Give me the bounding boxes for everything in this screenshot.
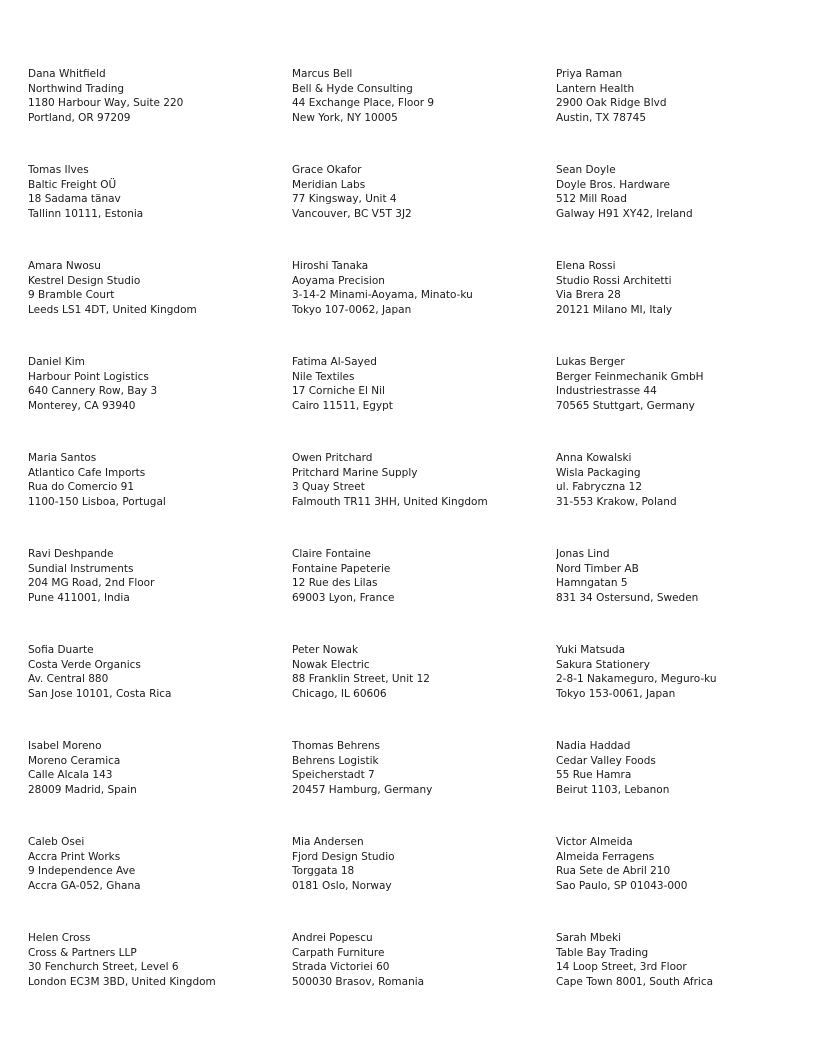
street-address: 17 Corniche El Nil: [292, 385, 385, 398]
address-label: [556, 835, 816, 931]
recipient-name: Claire Fontaine: [292, 548, 371, 560]
recipient-name: Priya Raman: [556, 68, 623, 80]
recipient-name: Isabel Moreno: [28, 740, 102, 752]
city-postal-country: 70565 Stuttgart, Germany: [556, 400, 695, 413]
city-postal-country: Falmouth TR11 3HH, United Kingdom: [292, 496, 488, 509]
street-address: 9 Independence Ave: [28, 865, 136, 878]
address-label: [28, 67, 292, 163]
city-postal-country: Tallinn 10111, Estonia: [28, 208, 144, 221]
address-label: [28, 835, 292, 931]
street-address: 30 Fenchurch Street, Level 6: [28, 961, 179, 974]
street-address: Rua Sete de Abril 210: [556, 865, 671, 878]
company-name: Costa Verde Organics: [28, 658, 141, 671]
address-label: [292, 259, 556, 355]
street-address: 3 Quay Street: [292, 481, 365, 494]
company-name: Doyle Bros. Hardware: [556, 178, 670, 191]
city-postal-country: Beirut 1103, Lebanon: [556, 784, 670, 797]
street-address: 18 Sadama tänav: [28, 193, 121, 206]
company-name: Berger Feinmechanik GmbH: [556, 370, 704, 383]
company-name: Almeida Ferragens: [556, 850, 655, 863]
recipient-name: Sarah Mbeki: [556, 932, 622, 944]
address-label: [556, 163, 816, 259]
street-address: 3-14-2 Minami-Aoyama, Minato-ku: [292, 289, 473, 302]
street-address: Strada Victoriei 60: [292, 961, 390, 974]
address-label: [292, 451, 556, 547]
recipient-name: Anna Kowalski: [556, 452, 632, 464]
address-label: [292, 355, 556, 451]
city-postal-country: 31-553 Krakow, Poland: [556, 496, 677, 509]
street-address: 88 Franklin Street, Unit 12: [292, 673, 430, 686]
company-name: Fjord Design Studio: [292, 850, 395, 863]
street-address: 512 Mill Road: [556, 193, 627, 206]
address-label: [28, 547, 292, 643]
street-address: 44 Exchange Place, Floor 9: [292, 97, 435, 110]
address-label: [556, 931, 816, 1027]
address-label: [292, 67, 556, 163]
city-postal-country: Tokyo 107-0062, Japan: [292, 304, 412, 317]
company-name: Behrens Logistik: [292, 754, 379, 767]
city-postal-country: New York, NY 10005: [292, 112, 398, 125]
recipient-name: Ravi Deshpande: [28, 548, 114, 560]
recipient-name: Yuki Matsuda: [556, 644, 626, 656]
address-label: [292, 739, 556, 835]
company-name: Bell & Hyde Consulting: [292, 82, 413, 95]
street-address: Rua do Comercio 91: [28, 481, 135, 494]
address-label: [556, 547, 816, 643]
recipient-name: Thomas Behrens: [292, 740, 380, 752]
company-name: Harbour Point Logistics: [28, 370, 149, 383]
company-name: Baltic Freight OÜ: [28, 178, 117, 191]
address-label: [28, 931, 292, 1027]
city-postal-country: 0181 Oslo, Norway: [292, 880, 392, 893]
company-name: Lantern Health: [556, 82, 635, 95]
city-postal-country: Cairo 11511, Egypt: [292, 400, 393, 413]
address-label: [292, 163, 556, 259]
recipient-name: Victor Almeida: [556, 836, 633, 848]
company-name: Cross & Partners LLP: [28, 946, 137, 959]
company-name: Accra Print Works: [28, 850, 121, 863]
street-address: 55 Rue Hamra: [556, 769, 632, 782]
city-postal-country: Chicago, IL 60606: [292, 688, 387, 701]
street-address: 14 Loop Street, 3rd Floor: [556, 961, 687, 974]
recipient-name: Elena Rossi: [556, 260, 616, 272]
company-name: Nowak Electric: [292, 658, 370, 671]
street-address: 204 MG Road, 2nd Floor: [28, 577, 155, 590]
recipient-name: Sofia Duarte: [28, 644, 94, 656]
city-postal-country: Tokyo 153-0061, Japan: [556, 688, 676, 701]
street-address: 12 Rue des Lilas: [292, 577, 378, 590]
address-label: [28, 643, 292, 739]
company-name: Kestrel Design Studio: [28, 274, 141, 287]
city-postal-country: London EC3M 3BD, United Kingdom: [28, 976, 216, 989]
city-postal-country: Pune 411001, India: [28, 592, 130, 605]
street-address: Torggata 18: [292, 865, 355, 878]
recipient-name: Dana Whitfield: [28, 68, 106, 80]
city-postal-country: 500030 Brasov, Romania: [292, 976, 425, 989]
company-name: Fontaine Papeterie: [292, 562, 391, 575]
address-label: [28, 451, 292, 547]
company-name: Moreno Ceramica: [28, 754, 121, 767]
street-address: 640 Cannery Row, Bay 3: [28, 385, 158, 398]
company-name: Nord Timber AB: [556, 562, 639, 575]
recipient-name: Sean Doyle: [556, 164, 616, 176]
recipient-name: Tomas Ilves: [28, 164, 89, 176]
city-postal-country: 20121 Milano MI, Italy: [556, 304, 673, 317]
address-label: [556, 355, 816, 451]
address-label: [292, 643, 556, 739]
recipient-name: Hiroshi Tanaka: [292, 260, 369, 272]
street-address: Industriestrasse 44: [556, 385, 657, 398]
street-address: Hamngatan 5: [556, 577, 628, 590]
recipient-name: Peter Nowak: [292, 644, 359, 656]
company-name: Sakura Stationery: [556, 658, 650, 671]
city-postal-country: San Jose 10101, Costa Rica: [28, 688, 172, 701]
street-address: 1180 Harbour Way, Suite 220: [28, 97, 184, 110]
address-label: [292, 835, 556, 931]
street-address: Calle Alcala 143: [28, 769, 113, 782]
address-label: [292, 547, 556, 643]
address-label: [556, 643, 816, 739]
recipient-name: Andrei Popescu: [292, 932, 373, 944]
street-address: 2900 Oak Ridge Blvd: [556, 97, 667, 110]
address-label: [28, 259, 292, 355]
recipient-name: Jonas Lind: [556, 548, 610, 560]
company-name: Carpath Furniture: [292, 946, 385, 959]
company-name: Nile Textiles: [292, 370, 355, 383]
city-postal-country: 831 34 Ostersund, Sweden: [556, 592, 699, 605]
address-label: [556, 259, 816, 355]
city-postal-country: 20457 Hamburg, Germany: [292, 784, 433, 797]
city-postal-country: Sao Paulo, SP 01043-000: [556, 880, 688, 893]
recipient-name: Maria Santos: [28, 452, 97, 464]
city-postal-country: Portland, OR 97209: [28, 112, 131, 125]
company-name: Atlantico Cafe Imports: [28, 466, 146, 479]
city-postal-country: Monterey, CA 93940: [28, 400, 136, 413]
street-address: 77 Kingsway, Unit 4: [292, 193, 397, 206]
city-postal-country: Vancouver, BC V5T 3J2: [292, 208, 412, 221]
label-sheet: [28, 67, 816, 1027]
street-address: ul. Fabryczna 12: [556, 481, 643, 494]
company-name: Cedar Valley Foods: [556, 754, 656, 767]
address-label: [556, 67, 816, 163]
street-address: Via Brera 28: [556, 289, 621, 302]
recipient-name: Helen Cross: [28, 932, 91, 944]
recipient-name: Daniel Kim: [28, 356, 85, 368]
address-label: [28, 355, 292, 451]
street-address: 2-8-1 Nakameguro, Meguro-ku: [556, 673, 717, 686]
city-postal-country: Accra GA-052, Ghana: [28, 880, 141, 893]
recipient-name: Owen Pritchard: [292, 452, 373, 464]
recipient-name: Marcus Bell: [292, 68, 353, 80]
address-label: [28, 739, 292, 835]
company-name: Sundial Instruments: [28, 562, 134, 575]
recipient-name: Fatima Al-Sayed: [292, 356, 377, 368]
company-name: Studio Rossi Architetti: [556, 274, 672, 287]
city-postal-country: Leeds LS1 4DT, United Kingdom: [28, 304, 197, 317]
address-label: [556, 451, 816, 547]
city-postal-country: 69003 Lyon, France: [292, 592, 395, 605]
city-postal-country: 1100-150 Lisboa, Portugal: [28, 496, 166, 509]
city-postal-country: 28009 Madrid, Spain: [28, 784, 137, 797]
company-name: Northwind Trading: [28, 82, 125, 95]
company-name: Wisla Packaging: [556, 466, 641, 479]
company-name: Meridian Labs: [292, 178, 366, 191]
company-name: Aoyama Precision: [292, 274, 385, 287]
city-postal-country: Cape Town 8001, South Africa: [556, 976, 714, 989]
recipient-name: Lukas Berger: [556, 356, 625, 368]
address-label: [292, 931, 556, 1027]
recipient-name: Nadia Haddad: [556, 740, 631, 752]
address-label: [556, 739, 816, 835]
company-name: Table Bay Trading: [556, 946, 649, 959]
street-address: Speicherstadt 7: [292, 769, 375, 782]
company-name: Pritchard Marine Supply: [292, 466, 418, 479]
recipient-name: Grace Okafor: [292, 164, 362, 176]
street-address: 9 Bramble Court: [28, 289, 115, 302]
recipient-name: Mia Andersen: [292, 836, 364, 848]
street-address: Av. Central 880: [28, 673, 109, 686]
recipient-name: Amara Nwosu: [28, 260, 101, 272]
recipient-name: Caleb Osei: [28, 836, 85, 848]
address-label: [28, 163, 292, 259]
city-postal-country: Austin, TX 78745: [556, 112, 647, 125]
city-postal-country: Galway H91 XY42, Ireland: [556, 208, 693, 221]
